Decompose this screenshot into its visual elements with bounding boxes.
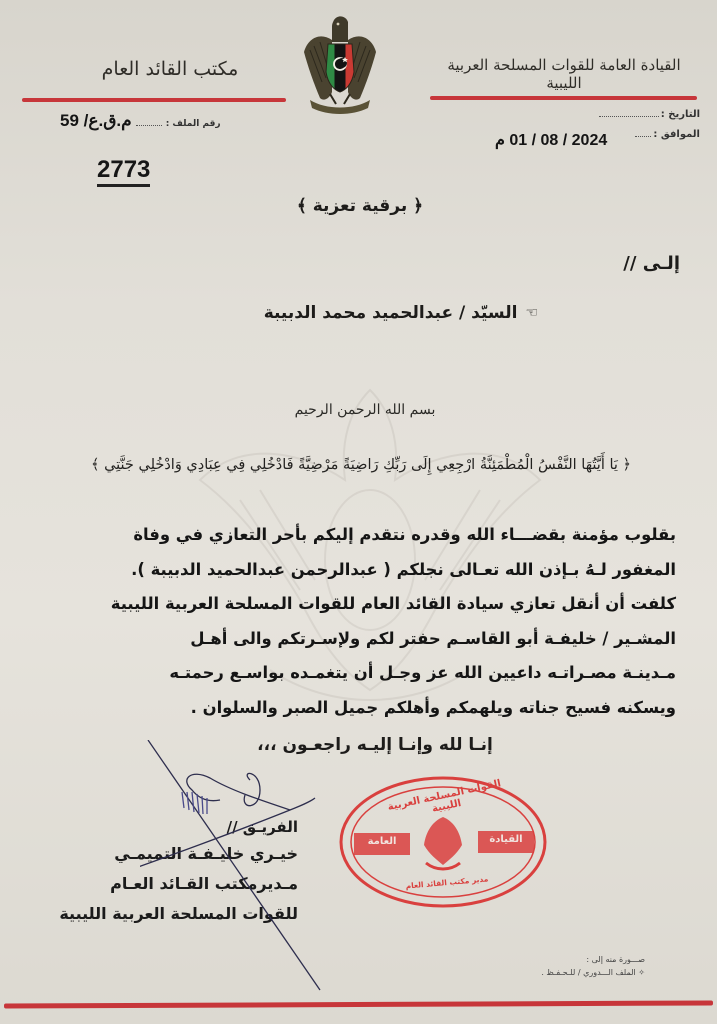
pointing-hand-icon: ☜ xyxy=(525,305,538,321)
signatory-rank: الفريـق // xyxy=(226,818,298,836)
copy-to-label: صـــورة منه إلى : xyxy=(586,955,645,964)
copy-to-note xyxy=(445,955,645,981)
date-dots xyxy=(599,108,659,117)
file-number-label: رقم الملف : xyxy=(165,119,221,129)
file-number-value: م.ق.ع/ 59 xyxy=(60,111,132,130)
stamp-left-box-text: العامة xyxy=(367,836,397,847)
copy-to-item xyxy=(445,968,645,981)
stamp-right-box-text: القيادة xyxy=(489,834,523,845)
date-row-hijri xyxy=(590,108,700,128)
document-number: 2773 xyxy=(97,157,150,187)
quran-verse: ﴿ يَا أَيَّتُهَا النَّفْسُ الْمُطْمَئِنَّةُ ارْجِعِي إِلَى رَبِّكِ رَاضِيَةً مَرْضِيَّةً فَادْخُلِي فِي عِبَادِي وَادْخُلِي جَنَّتِي ﴾ xyxy=(90,457,632,473)
body-line: المغفور لـهُ بـإذن الله تعـالى نجلكم ( عبدالرحمن عبدالحميد الدبيبة ). xyxy=(131,559,676,579)
command-title: القيادة العامة للقوات المسلحة العربية الليبية xyxy=(447,56,681,92)
date-label: التاريخ : xyxy=(660,109,700,120)
file-number-dots xyxy=(136,117,162,126)
copy-to-item-text: الملف الـــدوري / للـحـفـظ . xyxy=(541,968,636,977)
office-title: مكتب القائد العام xyxy=(101,58,239,80)
header-rule-right xyxy=(430,96,697,100)
body-line: مـدينـة مصـراتـه داعيين الله عز وجـل أن يتغمـده بواسـع رحمتـه xyxy=(169,663,676,682)
signatory-name: خيـري خليـفـة التميمـي xyxy=(114,844,298,863)
body-line: بقلوب مؤمنة بقضـــاء الله وقدره نتقدم إليكم بأحر التعازي في وفاة xyxy=(133,525,676,544)
body-line: كلفت أن أنقل تعازي سيادة القائد العام للقوات المسلحة العربية الليبية xyxy=(110,594,676,613)
footer-rule xyxy=(4,1000,713,1008)
body-line: المشـير / خليفـة أبو القاسـم حفتر لكم ولإسـرتكم والى أهـل xyxy=(190,628,676,648)
stamp-bottom-text: مدير مكتب القائد العام xyxy=(405,874,489,891)
recipient-name: السيّد / عبدالحميد محمد الدبيبة xyxy=(263,303,518,323)
to-label: إلـى // xyxy=(623,253,680,274)
bullet-icon: ✧ xyxy=(635,968,645,977)
signatory-title: مـديرمكتب القـائد العـام xyxy=(110,874,298,893)
recipient-line xyxy=(150,303,538,323)
body-line: ويسكنه فسيح جناته ويلهمكم وأهلكم جميل الصبر والسلوان . xyxy=(190,697,676,717)
signatory-organization: للقوات المسلحة العربية الليبية xyxy=(59,904,298,923)
condolence-body xyxy=(52,518,676,725)
date-value: 2024 / 08 / 01 م xyxy=(495,132,608,149)
closing-phrase: إنـا لله وإنـا إليـه راجعـون ،،، xyxy=(257,735,493,755)
eagle-emblem-icon xyxy=(302,12,378,118)
letter-title: ﴿ برقية تعزية ﴾ xyxy=(296,196,424,216)
corresponding-date-dots xyxy=(635,128,651,137)
stamp-outer-text: القوات المسلحة العربية الليبية xyxy=(386,778,502,815)
handwritten-signature xyxy=(140,740,340,1010)
basmala: بسم الله الرحمن الرحيم xyxy=(294,402,436,418)
corresponding-date-label: الموافق : xyxy=(653,129,700,140)
header-rule-left xyxy=(22,98,286,102)
file-number-row xyxy=(60,111,221,131)
